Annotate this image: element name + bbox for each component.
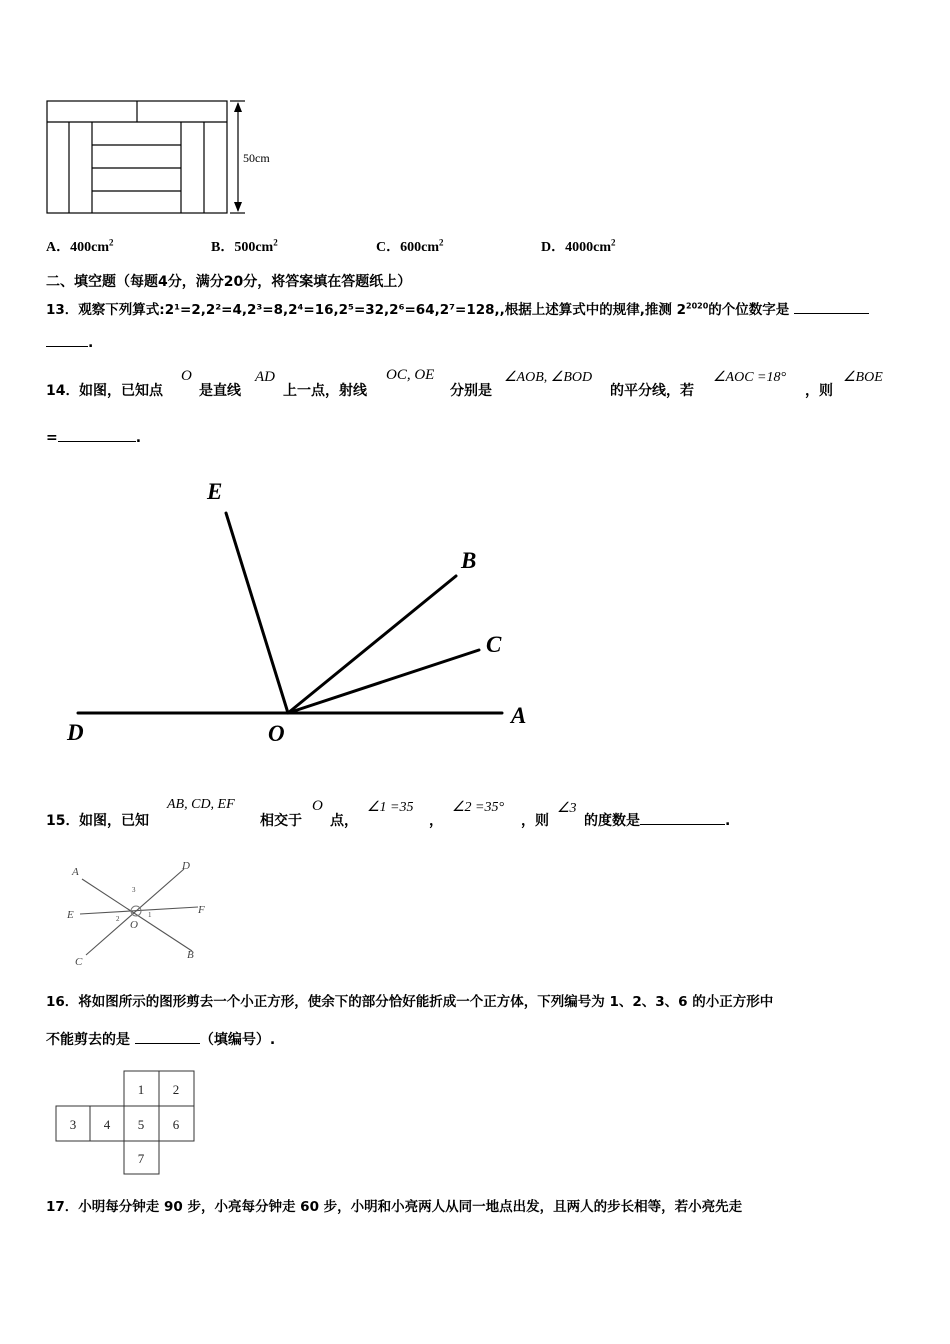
label-b: B	[461, 548, 477, 573]
q12-figure	[40, 95, 290, 225]
question-14-number: 14．	[46, 383, 80, 399]
q15-math-point-o: O	[312, 798, 323, 814]
q14-math-line-ad: AD	[255, 369, 275, 385]
q15-text-4: ，	[429, 813, 443, 829]
dimension-label: 50cm	[243, 151, 270, 165]
label-f: F	[198, 904, 205, 916]
question-13-cont: .	[46, 334, 93, 351]
ray-ob	[288, 576, 456, 713]
q15-math-lines: AB, CD, EF	[167, 797, 235, 812]
label-e: E	[67, 909, 74, 921]
ray-oc	[288, 650, 479, 713]
label-c: C	[486, 632, 502, 657]
q14-text-2: 是直线	[199, 383, 241, 399]
option-d: D．$4000cm^2$	[541, 237, 616, 255]
label-a: A	[72, 866, 79, 878]
question-16: 16．将如图所示的图形剪去一个小正方形，使余下的部分恰好能折成一个正方体，下列编号为 1、2、3、6 的小正方形中	[46, 994, 774, 1010]
line-cd	[86, 869, 184, 955]
option-c: C．$600cm^2$	[376, 237, 444, 255]
q15-math-angle1: ∠1 =35	[367, 800, 414, 815]
q15-text-2: 相交于	[260, 813, 302, 829]
question-14-cont: = .	[46, 430, 142, 446]
option-a: A．$400cm^2$	[46, 237, 114, 255]
label-d: D	[182, 860, 190, 872]
q14-text-1: 如图，已知点	[79, 383, 163, 399]
angle-1-label: 1	[148, 911, 152, 919]
label-e: E	[207, 479, 223, 504]
answer-blank-13b[interactable]	[46, 334, 88, 347]
q15-text-6: 的度数是 .	[584, 813, 731, 829]
cell-7: 7	[137, 1151, 145, 1166]
line-ab	[82, 879, 192, 951]
cell-1: 1	[137, 1082, 145, 1097]
q14-math-angles: ∠AOB, ∠BOD	[504, 370, 593, 385]
q15-math-angle3: ∠3	[557, 801, 577, 816]
section2-heading: 二、填空题（每题4分，满分20分，将答案填在答题纸上）	[46, 274, 412, 290]
label-c: C	[75, 956, 83, 968]
question-17: 17．小明每分钟走 90 步，小亮每分钟走 60 步，小明和小亮两人从同一地点出发，且两人的步长相等，若小亮先走	[46, 1199, 743, 1215]
question-13: 13．观察下列算式:2¹=2,2²=4,2³=8,2⁴=16,2⁵=32,2⁶=64,2⁷=128,,根据上述算式中的规律,推测 $2^{2020}$的个位数字是	[46, 298, 869, 318]
q15-figure	[60, 855, 220, 970]
q14-text-3: 上一点，射线	[283, 383, 367, 399]
option-b: B．$500cm^2$	[211, 237, 278, 255]
answer-blank-13a[interactable]	[794, 301, 869, 314]
q14-figure	[60, 470, 540, 750]
cell-6: 6	[172, 1117, 180, 1132]
cell-4: 4	[103, 1117, 111, 1132]
answer-blank-15[interactable]	[640, 812, 725, 825]
label-a: A	[511, 703, 527, 728]
cell-2: 2	[172, 1082, 180, 1097]
q14-text-4: 分别是	[450, 383, 492, 399]
ray-oe	[226, 513, 288, 713]
q14-math-rays: OC, OE	[386, 367, 435, 383]
cell-3: 3	[69, 1117, 77, 1132]
angle-2-label: 2	[116, 915, 120, 923]
q14-text-5: 的平分线，若	[610, 383, 694, 399]
label-d: D	[67, 720, 84, 745]
q15-text-5: ，则	[521, 813, 549, 829]
q15-text-1: 如图，已知	[79, 813, 149, 829]
answer-blank-16[interactable]	[135, 1031, 200, 1044]
q16-figure	[52, 1065, 202, 1177]
label-b: B	[187, 949, 194, 961]
q15-math-angle2: ∠2 =35°	[452, 800, 505, 815]
q14-text-6: ，则	[805, 383, 833, 399]
angle-3-label: 3	[132, 886, 136, 894]
q14-math-boe: ∠BOE	[843, 370, 883, 385]
q14-math-aoc: ∠AOC =18°	[713, 370, 787, 385]
label-o: O	[268, 721, 285, 746]
question-16-cont: 不能剪去的是 （填编号）.	[46, 1032, 276, 1048]
q15-text-3: 点，	[330, 813, 358, 829]
question-15-number: 15．	[46, 813, 80, 829]
answer-blank-14[interactable]	[58, 429, 136, 442]
cell-5: 5	[137, 1117, 145, 1132]
q14-math-point-o: O	[181, 368, 192, 384]
label-o: O	[130, 919, 138, 931]
